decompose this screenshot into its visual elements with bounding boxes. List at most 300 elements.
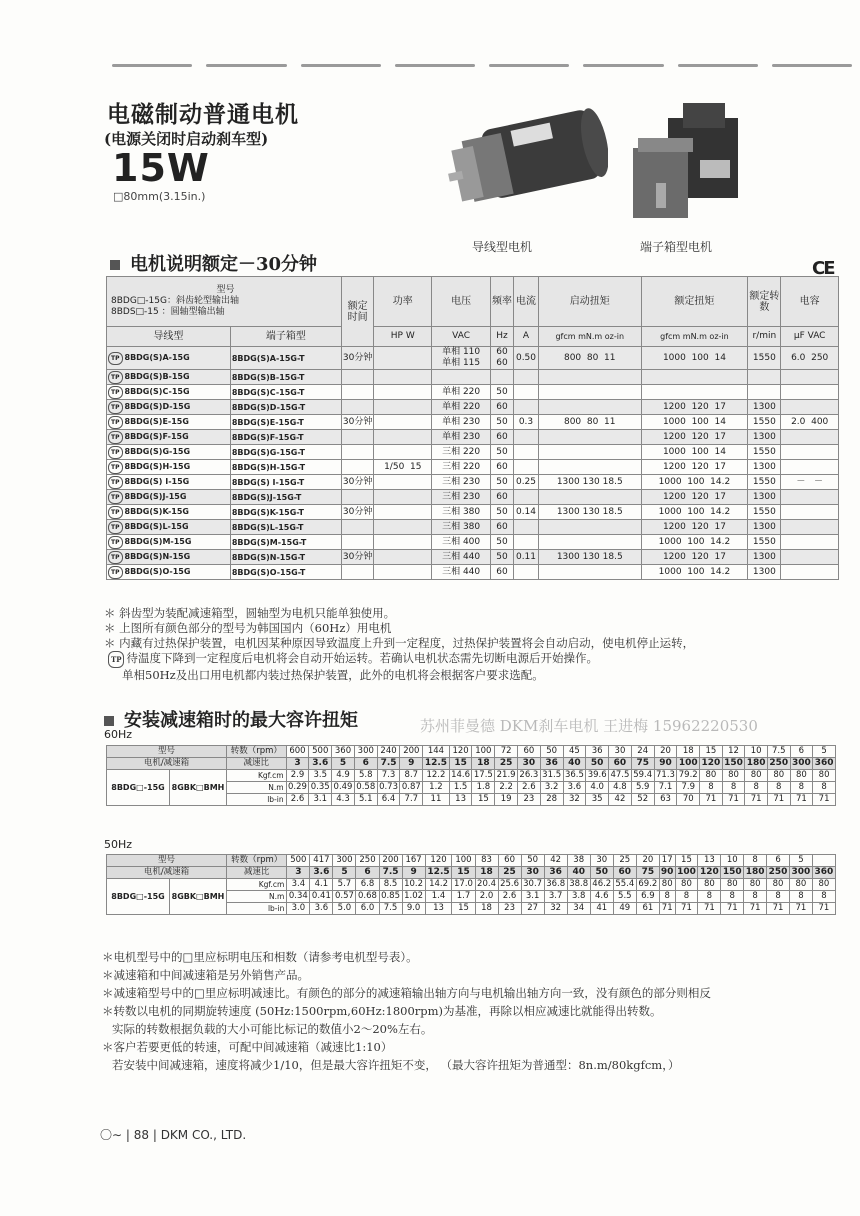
torque-value: 21.9 [496, 770, 516, 780]
rated-torque: 1000 100 14 [641, 415, 748, 430]
capacitor [781, 370, 839, 385]
rpm-value: 120 [425, 855, 452, 867]
ratio-value: 6 [354, 758, 377, 770]
torque-value: 14.2 [425, 879, 452, 891]
note-line: ＊ 内藏有过热保护装置，电机因某种原因导致温度上升到一定程度，过热保护装置将会自动启动，使电机停止运转， [104, 636, 695, 650]
start-torque [539, 385, 642, 400]
unit-voltage: VAC [432, 327, 491, 347]
tp-badge-icon: TP [108, 416, 123, 429]
voltage: 单相 220 [432, 400, 491, 415]
spec-row [107, 565, 839, 580]
rpm-value: 38 [567, 855, 590, 867]
rated-torque [641, 370, 748, 385]
unit-start-torque: gfcm mN.m oz-in [539, 327, 642, 347]
torque-value: 2.2 [495, 782, 518, 794]
rpm-value: 50 [521, 855, 544, 867]
model-terminal: 8BDG(S)M-15G-T [230, 535, 341, 550]
speed: 1550 [748, 535, 781, 550]
current [514, 430, 539, 445]
freq: 60 [491, 430, 514, 445]
torque-value: 3.2 [540, 782, 563, 794]
rpm-value [812, 855, 835, 867]
tp-badge-icon: TP [108, 536, 123, 549]
torque-value: 5.5 [613, 891, 636, 903]
torque-value: 71 [767, 903, 790, 915]
torque-value: 80 [767, 770, 790, 782]
note-line: 单相50Hz及出口用电机都内装过热保护装置，此外的电机将会根据客户要求选配。 [122, 668, 544, 682]
hz60-label: 60Hz [104, 728, 133, 741]
torque-value: 8 [675, 891, 698, 903]
ratio-value: 300 [789, 867, 812, 879]
torque-value: 2.0 [475, 891, 498, 903]
section-title-ratings: 电机说明额定－30分钟 [130, 254, 318, 275]
note-line: 若安装中间减速箱，速度将减少1/10，但是最大容许扭矩不变， （最大容许扭矩为普通型：8n.m/80kgfcm，） [112, 1058, 680, 1072]
rated-time [341, 430, 373, 445]
rpm-value: 24 [631, 746, 654, 758]
sub-header: 电机/减速箱 [107, 758, 227, 770]
photo-caption-wire: 导线型电机 [472, 240, 533, 254]
speed [748, 370, 781, 385]
rated-time [341, 385, 373, 400]
torque-value: 1.4 [425, 891, 452, 903]
voltage: 三相 380 [432, 520, 491, 535]
current [514, 400, 539, 415]
rated-torque: 1000 100 14.2 [641, 505, 748, 520]
current [514, 535, 539, 550]
torque-value: 0.57 [333, 891, 356, 903]
current [514, 490, 539, 505]
start-torque: 1300 130 18.5 [539, 475, 642, 490]
notes-ratings [104, 606, 844, 683]
power [374, 475, 432, 490]
rpm-value: 60 [498, 855, 521, 867]
torque-value: 80 [813, 770, 836, 782]
ratio-value: 360 [812, 867, 835, 879]
speed: 1300 [748, 565, 781, 580]
square-bullet-icon [104, 716, 114, 726]
torque-value: 1.5 [449, 782, 472, 794]
spec-row [107, 535, 839, 550]
col-current: 电流 [514, 277, 539, 327]
voltage: 三相 230 [432, 475, 491, 490]
model-wire: TP 8BDG(S)G-15G [107, 445, 231, 460]
ratio-value: 120 [698, 867, 721, 879]
ratio-value: 36 [544, 867, 567, 879]
torque-value: 80 [745, 770, 768, 782]
rpm-value: 12 [722, 746, 745, 758]
torque-value: 8 [767, 782, 790, 794]
torque-value: 3.1 [309, 794, 332, 806]
capacitor [781, 520, 839, 535]
model-wire: TP 8BDG(S)O-15G [107, 565, 231, 580]
ratio-value: 15 [452, 867, 475, 879]
torque-value: 71 [790, 794, 813, 806]
torque-value: 2.6 [518, 782, 541, 794]
capacitor [781, 490, 839, 505]
voltage: 三相 400 [432, 535, 491, 550]
rpm-value: 10 [745, 746, 768, 758]
ratio-value: 100 [678, 758, 698, 768]
torque-value: 80 [698, 879, 721, 891]
rpm-row [107, 746, 836, 758]
voltage: 单相 220 [432, 385, 491, 400]
model-header: 型号 [107, 855, 227, 867]
ratio-value: 75 [631, 758, 654, 770]
voltage: 三相 380 [432, 505, 491, 520]
capacitor: 6.0 250 [781, 347, 839, 370]
unit-label: N.m [227, 891, 287, 903]
current: 0.25 [514, 475, 539, 490]
torque-value: 71 [789, 903, 812, 915]
torque-value: 19 [495, 794, 518, 806]
current: 0.50 [514, 347, 539, 370]
torque-value: 36.8 [544, 879, 567, 891]
capacitor [781, 550, 839, 565]
start-torque: 1300 130 18.5 [539, 550, 642, 565]
torque-value: 63 [654, 794, 677, 806]
ratio-value: 7.5 [379, 867, 402, 879]
ratio-value: 60 [613, 867, 636, 879]
rated-torque: 1000 100 14 [641, 347, 748, 370]
current: 0.3 [514, 415, 539, 430]
rpm-value: 60 [518, 746, 541, 758]
torque-value: 3.4 [287, 879, 310, 891]
ratio-value: 12.5 [425, 867, 452, 879]
torque-value: 71 [813, 794, 836, 806]
tp-badge-icon: TP [108, 431, 123, 444]
current [514, 520, 539, 535]
torque-value: 52 [631, 794, 654, 806]
model-terminal: 8BDG(S)B-15G-T [230, 370, 341, 385]
torque-value: 80 [812, 879, 835, 891]
torque-value: 71.3 [656, 770, 675, 780]
rated-time [341, 490, 373, 505]
rated-time [341, 460, 373, 475]
torque-value: 70 [677, 794, 700, 806]
torque-value: 8.5 [379, 879, 402, 891]
rated-torque: 1000 100 14.2 [641, 535, 748, 550]
spec-row [107, 415, 839, 430]
tp-badge-icon: TP [108, 506, 123, 519]
torque-value: 5.7 [333, 879, 356, 891]
section-title-torque: 安装减速箱时的最大容许扭矩 [124, 710, 358, 731]
model-terminal: 8BDG(S)C-15G-T [230, 385, 341, 400]
torque-value: 3.6 [310, 903, 333, 915]
torque-value: 8 [700, 782, 723, 794]
square-bullet-icon [110, 260, 120, 270]
voltage: 单相 230 [432, 415, 491, 430]
rpm-value: 300 [354, 746, 377, 758]
torque-value: 80 [675, 879, 698, 891]
spec-row [107, 385, 839, 400]
torque-value: 12.2 [423, 770, 450, 782]
capacitor [781, 565, 839, 580]
torque-value: 6.4 [377, 794, 400, 806]
torque-value: 32 [563, 794, 586, 806]
rpm-value: 300 [333, 855, 356, 867]
torque-value: 38.8 [567, 879, 590, 891]
voltage: 三相 230 [432, 490, 491, 505]
tp-badge-icon: TP [108, 566, 123, 579]
ratio-value: 100 [675, 867, 698, 879]
tp-badge-icon: TP [108, 491, 123, 504]
torque-value: 42 [609, 794, 632, 806]
torque-value: 4.0 [586, 782, 609, 794]
model-wire: TP 8BDG(S)B-15G [107, 370, 231, 385]
torque-value: 69.2 [636, 879, 659, 891]
torque-value: 8 [698, 891, 721, 903]
power [374, 347, 432, 370]
note-line: ＊转数以电机的同期旋转速度 (50Hz:1500rpm,60Hz:1800rpm)为基准，再除以相应减速比就能得出转数。 [102, 1004, 662, 1018]
model-wire: TP 8BDG(S)N-15G [107, 550, 231, 565]
speed: 1300 [748, 490, 781, 505]
tp-badge-icon: TP [108, 551, 123, 564]
torque-value: 4.3 [332, 794, 355, 806]
model-wire: TP 8BDG(S) I-15G [107, 475, 231, 490]
ce-mark-icon: CE [812, 258, 834, 279]
torque-value: 0.41 [310, 891, 333, 903]
ratio-value: 60 [609, 758, 632, 770]
torque-table-60hz [106, 745, 836, 806]
ratio-value: 25 [495, 758, 518, 770]
torque-value: 7.7 [400, 794, 423, 806]
note-line: ＊ 斜齿型为装配减速箱型，圆轴型为电机只能单独使用。 [104, 606, 396, 620]
torque-value: 0.58 [356, 782, 376, 792]
rpm-value: 83 [475, 855, 498, 867]
freq: 50 [491, 475, 514, 490]
torque-value: 15 [452, 903, 475, 915]
start-torque [539, 430, 642, 445]
torque-value: 59.4 [633, 770, 653, 780]
motor-model: 8BDG□-15G [107, 879, 170, 915]
gear-model: 8GBK□BMH [170, 879, 227, 915]
rated-torque: 1200 120 17 [641, 490, 748, 505]
torque-value: 80 [744, 879, 767, 891]
torque-value: 49 [613, 903, 636, 915]
speed: 1300 [748, 550, 781, 565]
col-rated-torque: 额定扭矩 [641, 277, 748, 327]
model-terminal: 8BDG(S)O-15G-T [230, 565, 341, 580]
freq: 60 [491, 565, 514, 580]
col-power: 功率 [374, 277, 432, 327]
col-voltage: 电压 [432, 277, 491, 327]
rpm-value: 5 [789, 855, 812, 867]
start-torque [539, 565, 642, 580]
rated-torque: 1000 100 14.2 [641, 475, 748, 490]
torque-value: 0.49 [333, 782, 353, 792]
speed: 1300 [748, 430, 781, 445]
model-wire: TP 8BDG(S)E-15G [107, 415, 231, 430]
tp-badge-icon: TP [108, 352, 123, 365]
rpm-value: 240 [377, 746, 400, 758]
rpm-value: 30 [609, 746, 632, 758]
torque-value: 8 [767, 891, 790, 903]
page-subtitle: (电源关闭时启动刹车型) [104, 130, 269, 148]
torque-value: 0.85 [379, 891, 402, 903]
rpm-header: 转数（rpm） [227, 855, 287, 867]
rpm-value: 36 [586, 746, 609, 758]
capacitor [781, 460, 839, 475]
freq: 60 [491, 460, 514, 475]
rpm-value: 167 [402, 855, 425, 867]
torque-value: 7.3 [377, 770, 400, 782]
torque-value: 0.68 [356, 891, 379, 903]
ratio-value: 360 [813, 758, 836, 770]
unit-freq: Hz [491, 327, 514, 347]
torque-value: 6.9 [636, 891, 659, 903]
torque-value: 2.6 [498, 891, 521, 903]
note-line: ＊减速箱型号中的□里应标明减速比。有颜色的部分的减速箱输出轴方向与电机输出轴方向一致，没有颜色的部分则相反 [102, 986, 711, 1000]
torque-value: 17.0 [452, 879, 475, 891]
ratio-value: 6 [356, 867, 379, 879]
speed: 1550 [748, 415, 781, 430]
power [374, 415, 432, 430]
current [514, 370, 539, 385]
torque-value: 8 [659, 891, 675, 903]
torque-value: 7.1 [654, 782, 677, 794]
spec-row [107, 460, 839, 475]
current: 0.11 [514, 550, 539, 565]
tp-badge-icon: TP [108, 461, 123, 474]
unit-label: lb-in [227, 903, 287, 915]
rpm-value: 500 [287, 855, 310, 867]
model-terminal: 8BDG(S)L-15G-T [230, 520, 341, 535]
spec-table [106, 276, 839, 580]
torque-value: 79.2 [678, 770, 698, 780]
freq: 60 [491, 490, 514, 505]
rpm-value: 417 [310, 855, 333, 867]
torque-value: 71 [812, 903, 835, 915]
unit-power: HP W [374, 327, 432, 347]
start-torque: 800 80 11 [539, 347, 642, 370]
torque-value: 8 [721, 891, 744, 903]
model-header: 型号 8BDG□-15G：斜齿轮型输出轴 8BDS□-15 ：圆轴型输出轴 [107, 277, 342, 327]
current [514, 385, 539, 400]
ratio-value: 150 [721, 867, 744, 879]
torque-value: 27 [521, 903, 544, 915]
gear-model: 8GBK□BMH [170, 770, 227, 806]
model-wire: TP 8BDG(S)H-15G [107, 460, 231, 475]
col-terminal-type: 端子箱型 [230, 327, 341, 347]
model-terminal: 8BDG(S)E-15G-T [230, 415, 341, 430]
torque-value: 25.6 [498, 879, 521, 891]
rpm-value: 6 [790, 746, 813, 758]
current: 0.14 [514, 505, 539, 520]
torque-value: 80 [700, 770, 723, 782]
torque-value: 23 [498, 903, 521, 915]
rpm-value: 15 [700, 746, 723, 758]
torque-value: 8 [790, 782, 813, 794]
torque-value: 34 [567, 903, 590, 915]
rpm-value: 8 [744, 855, 767, 867]
ratio-value: 3 [287, 867, 310, 879]
freq [491, 370, 514, 385]
capacitor: － － [781, 475, 839, 490]
freq: 60 [491, 400, 514, 415]
torque-value: 23 [518, 794, 541, 806]
ratio-value: 15 [449, 758, 472, 770]
speed: 1300 [748, 460, 781, 475]
power [374, 430, 432, 445]
model-header: 型号 [107, 746, 227, 758]
torque-value: 8 [722, 782, 745, 794]
spec-row [107, 490, 839, 505]
torque-value: 5.9 [631, 782, 654, 794]
torque-value: 71 [767, 794, 790, 806]
ratio-header: 减速比 [227, 758, 287, 770]
power [374, 385, 432, 400]
voltage [432, 370, 491, 385]
unit-current: A [514, 327, 539, 347]
start-torque: 1300 130 18.5 [539, 505, 642, 520]
torque-value: 14.6 [451, 770, 471, 780]
torque-value: 46.2 [590, 879, 613, 891]
rpm-header: 转数（rpm） [227, 746, 287, 758]
ratio-header: 减速比 [227, 867, 287, 879]
rpm-value: 15 [675, 855, 698, 867]
rated-time: 30分钟 [341, 347, 373, 370]
unit-label: Kgf.cm [227, 770, 287, 782]
note-line: ＊ 上图所有颜色部分的型号为韩国国内（60Hz）用电机 [104, 621, 392, 635]
torque-value: 36.5 [564, 770, 584, 780]
ratio-value: 5 [333, 867, 356, 879]
torque-value: 0.35 [310, 782, 330, 792]
model-wire: TP 8BDG(S)L-15G [107, 520, 231, 535]
ratio-value: 250 [769, 758, 789, 768]
start-torque [539, 460, 642, 475]
rpm-value: 25 [613, 855, 636, 867]
rated-time: 30分钟 [341, 475, 373, 490]
ratio-value: 40 [563, 758, 586, 770]
power [374, 505, 432, 520]
rpm-value: 250 [356, 855, 379, 867]
current [514, 445, 539, 460]
capacitor [781, 400, 839, 415]
torque-value: 0.34 [287, 891, 310, 903]
start-torque [539, 535, 642, 550]
torque-value: 30.7 [521, 879, 544, 891]
model-wire: TP 8BDG(S)C-15G [107, 385, 231, 400]
unit-label: N.m [227, 782, 287, 794]
torque-value: 5.8 [354, 770, 377, 782]
rated-time [341, 400, 373, 415]
torque-value: 8 [812, 891, 835, 903]
ratio-value: 18 [475, 867, 498, 879]
torque-value: 2.9 [286, 770, 309, 782]
ratio-value: 40 [567, 867, 590, 879]
capacitor [781, 535, 839, 550]
note-line: ＊客户若要更低的转速，可配中间减速箱（减速比1:10） [102, 1040, 393, 1054]
rpm-value: 100 [452, 855, 475, 867]
rated-torque: 1000 100 14 [641, 445, 748, 460]
unit-cap: μF VAC [781, 327, 839, 347]
torque-value: 71 [659, 903, 675, 915]
ratio-value: 18 [472, 758, 495, 770]
torque-value: 47.5 [610, 770, 630, 780]
torque-value: 1.7 [452, 891, 475, 903]
model-wire: TP 8BDG(S)J-15G [107, 490, 231, 505]
power [374, 490, 432, 505]
torque-value: 71 [675, 903, 698, 915]
col-rated-time: 额定时间 [341, 277, 373, 347]
ratio-value: 12.5 [423, 758, 450, 770]
rpm-value: 100 [472, 746, 495, 758]
rpm-value: 200 [379, 855, 402, 867]
rpm-value: 13 [698, 855, 721, 867]
capacitor [781, 445, 839, 460]
capacitor: 2.0 400 [781, 415, 839, 430]
watermark-text: 苏州菲曼德 DKM刹车电机 王进梅 15962220530 [420, 717, 758, 735]
